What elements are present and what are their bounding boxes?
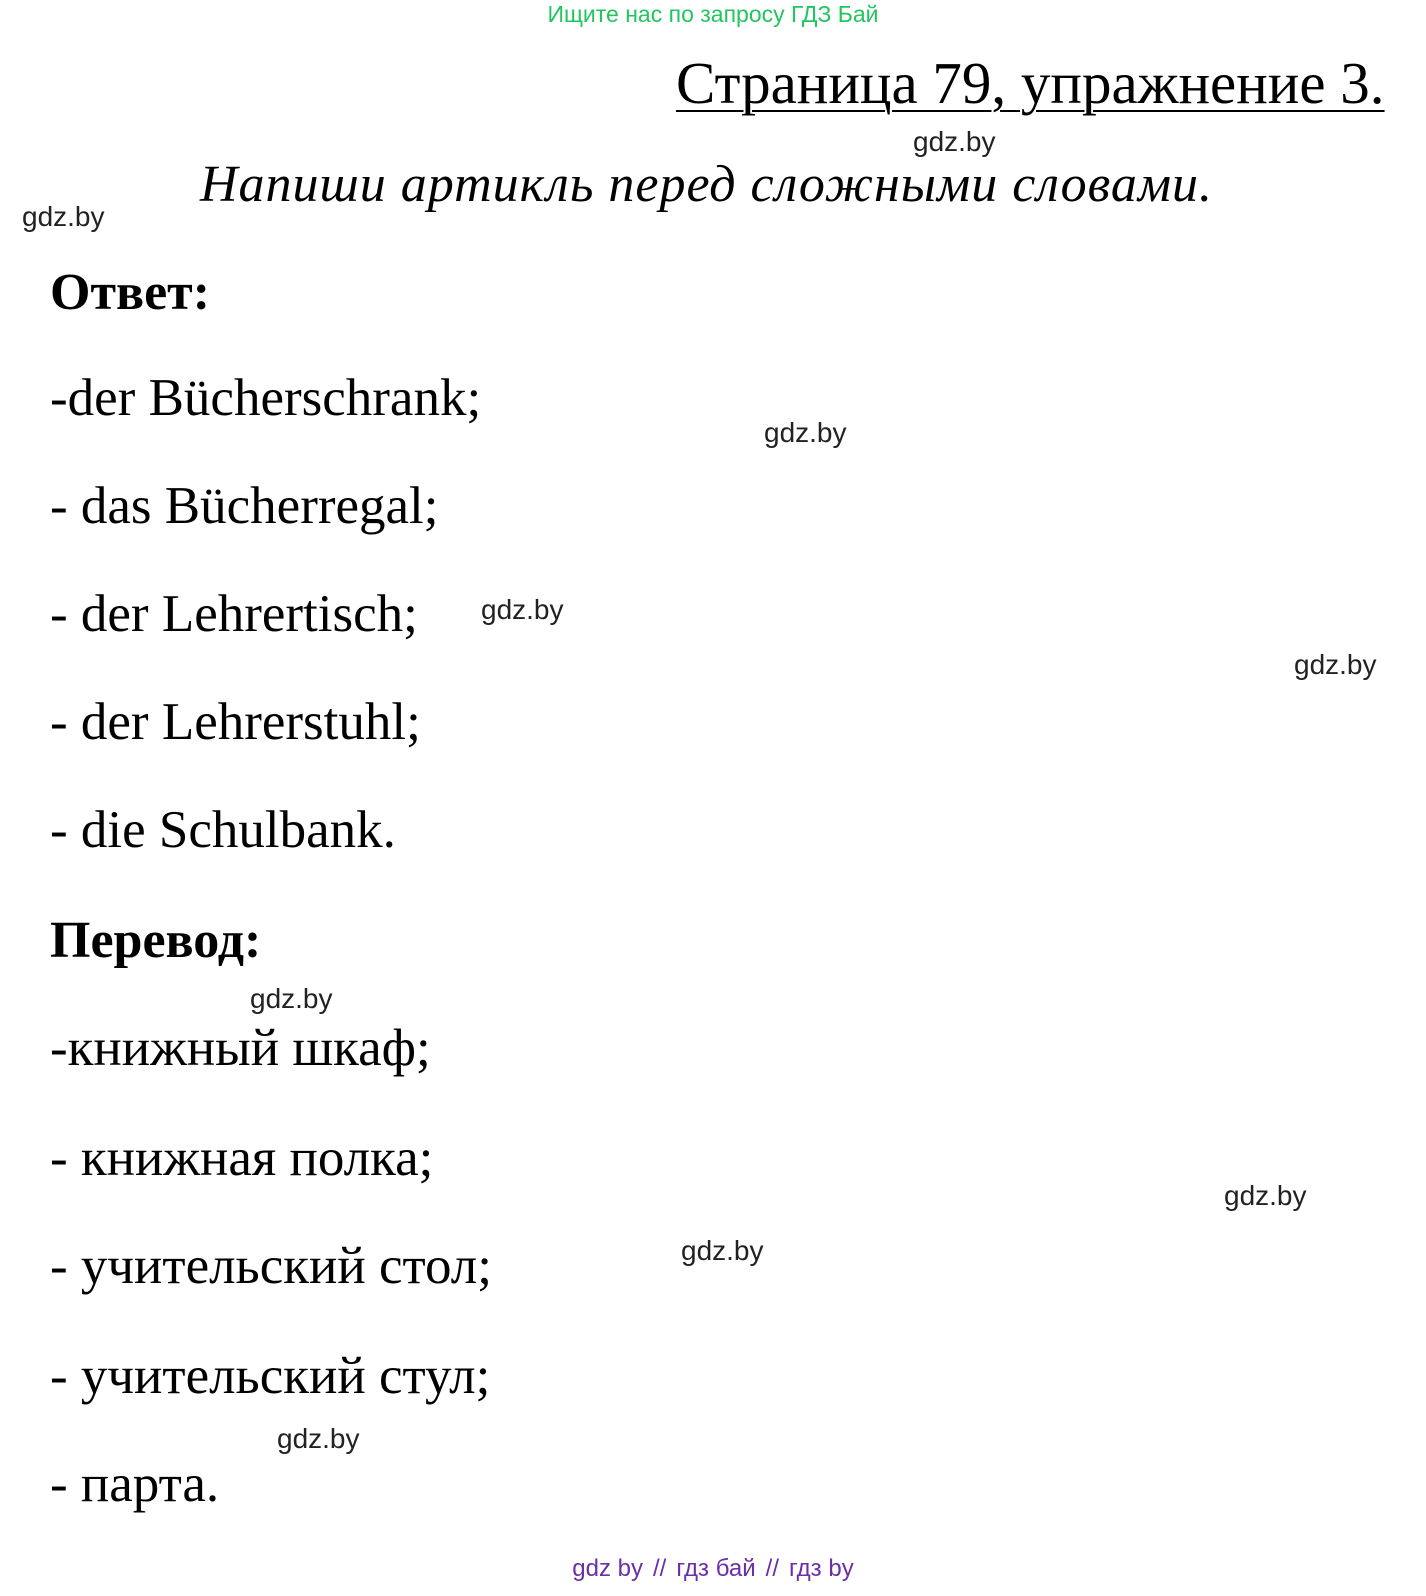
answer-line: - die Schulbank.: [50, 801, 396, 859]
footer-separator: //: [765, 1555, 779, 1582]
watermark: gdz.by: [913, 126, 996, 157]
translation-line: - книжная полка;: [50, 1129, 434, 1187]
top-banner: Ищите нас по запросу ГДЗ Бай: [547, 1, 879, 27]
footer-separator: //: [653, 1555, 667, 1582]
footer-link-gdz-by[interactable]: gdz by: [572, 1555, 643, 1582]
task-instruction: Напиши артикль перед сложными словами.: [200, 156, 1213, 213]
answer-heading: Ответ:: [50, 264, 211, 321]
page-title: Страница 79, упражнение 3.: [676, 50, 1385, 116]
answer-line: - der Lehrertisch;: [50, 585, 418, 643]
watermark: gdz.by: [481, 594, 564, 625]
watermark: gdz.by: [250, 983, 333, 1014]
watermark: gdz.by: [764, 417, 847, 448]
translation-line: -книжный шкаф;: [50, 1019, 431, 1077]
answer-line: - das Bücherregal;: [50, 477, 439, 535]
watermark: gdz.by: [681, 1235, 764, 1266]
watermark: gdz.by: [277, 1423, 360, 1454]
translation-line: - парта.: [50, 1455, 220, 1513]
watermark: gdz.by: [1224, 1180, 1307, 1211]
footer-link-gdz-bai[interactable]: гдз бай: [676, 1555, 756, 1582]
watermark: gdz.by: [22, 201, 105, 232]
answer-line: - der Lehrerstuhl;: [50, 693, 421, 751]
footer-link-gdz-by-ru[interactable]: гдз by: [789, 1555, 854, 1582]
answer-line: -der Bücherschrank;: [50, 369, 482, 427]
watermark: gdz.by: [1294, 649, 1377, 680]
footer-links: [0, 1554, 1426, 1584]
translation-heading: Перевод:: [50, 912, 262, 969]
translation-line: - учительский стол;: [50, 1237, 492, 1295]
translation-line: - учительский стул;: [50, 1347, 491, 1405]
